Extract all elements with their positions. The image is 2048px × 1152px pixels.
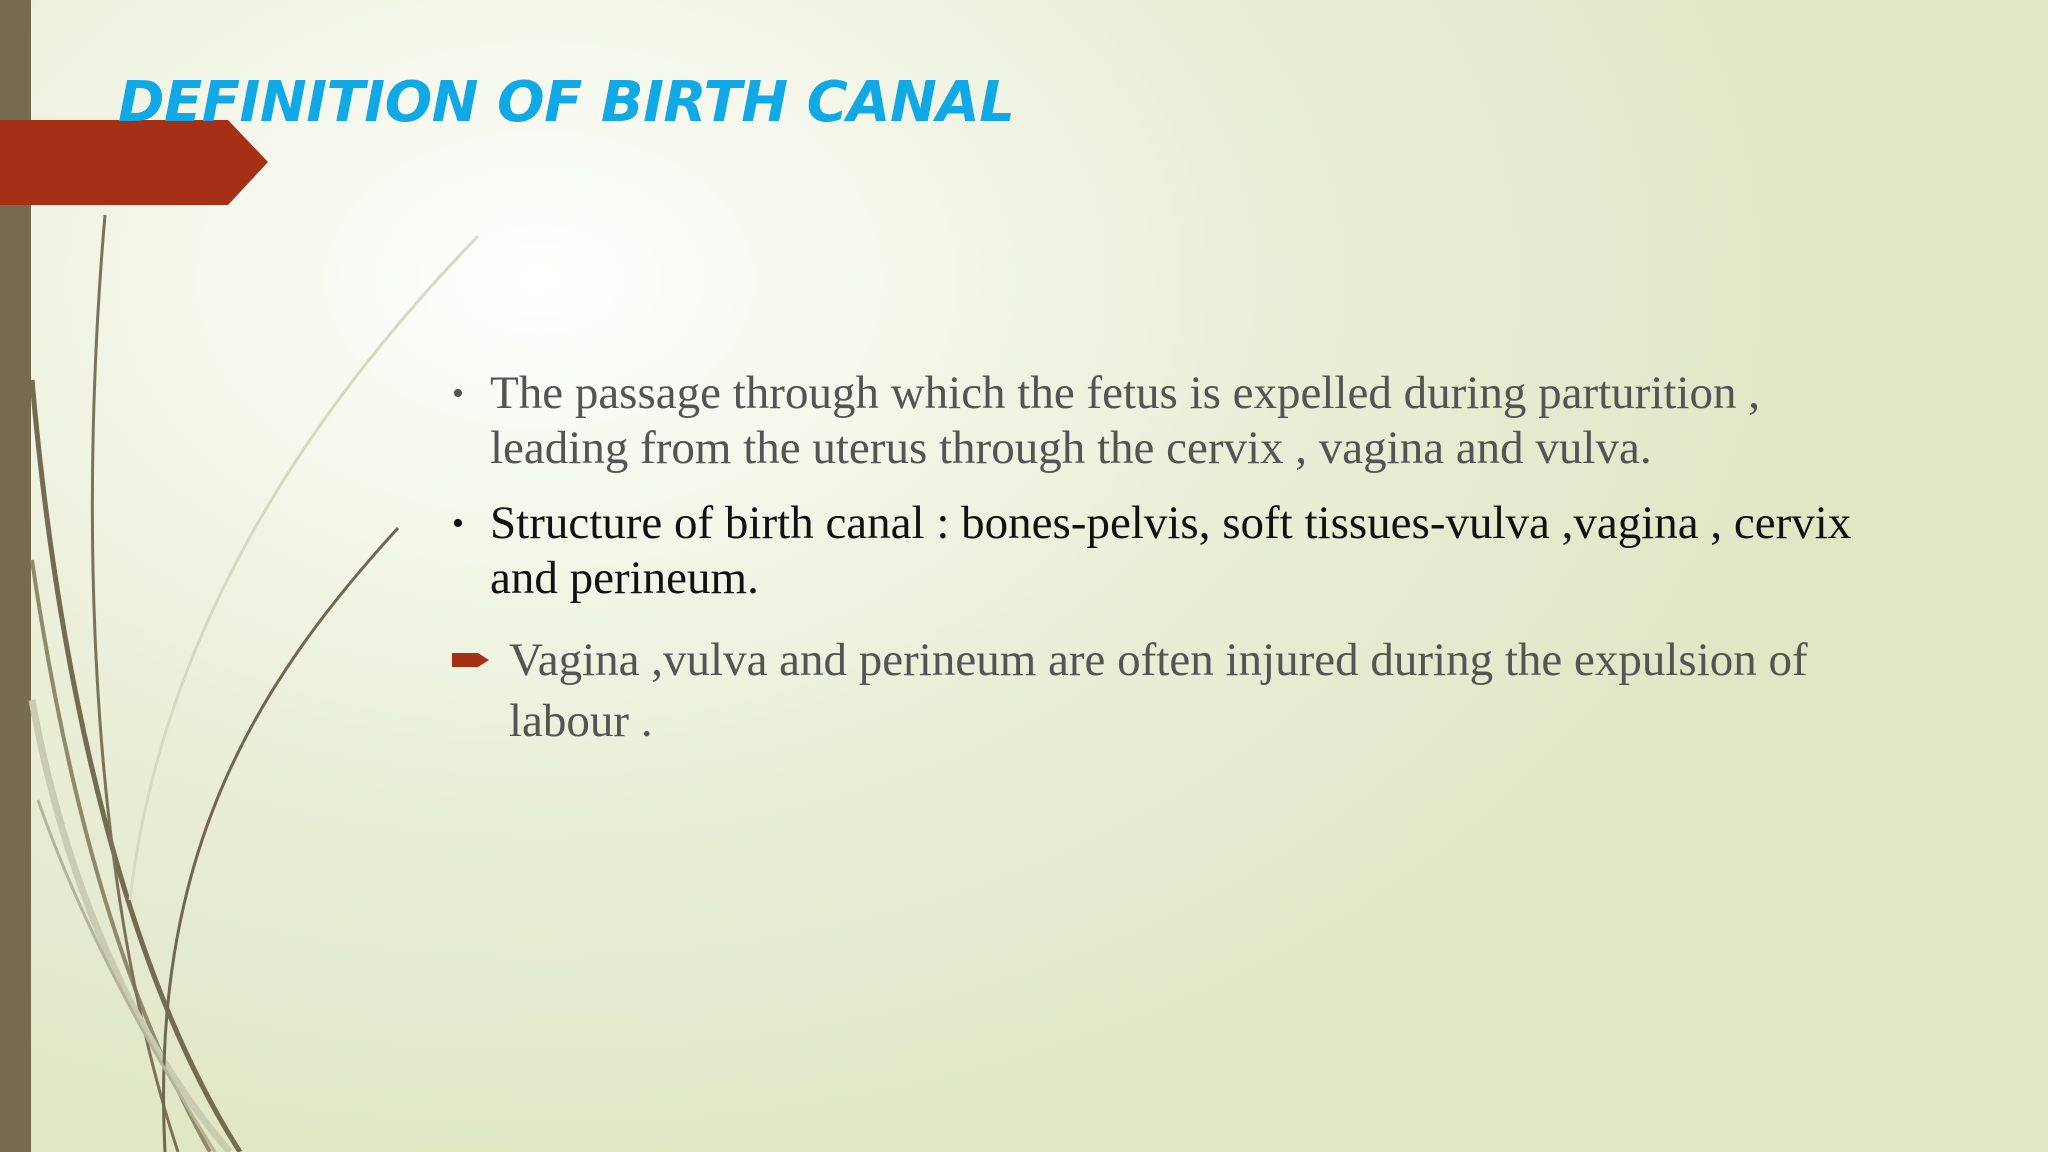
bullet-item-injury: [448, 630, 1908, 752]
slide-title: DEFINITION OF BIRTH CANAL: [118, 70, 1015, 135]
slide-body: [448, 366, 1908, 752]
bullet-text: The passage through which the fetus is expelled during parturition , leading from the uterus through the cervix , vagina and vulva.: [490, 367, 1760, 474]
bullet-item-structure: [448, 496, 1908, 606]
bullet-item-definition: [448, 366, 1908, 476]
bullet-text: Vagina ,vulva and perineum are often injured during the expulsion of labour .: [509, 634, 1808, 747]
bullet-text: Structure of birth canal : bones-pelvis, soft tissues-vulva ,vagina , cervix and perineum.: [490, 497, 1852, 604]
arrow-bullet-icon: [452, 650, 490, 670]
bullet-dot: •: [452, 505, 464, 542]
bullet-dot: •: [452, 375, 464, 412]
